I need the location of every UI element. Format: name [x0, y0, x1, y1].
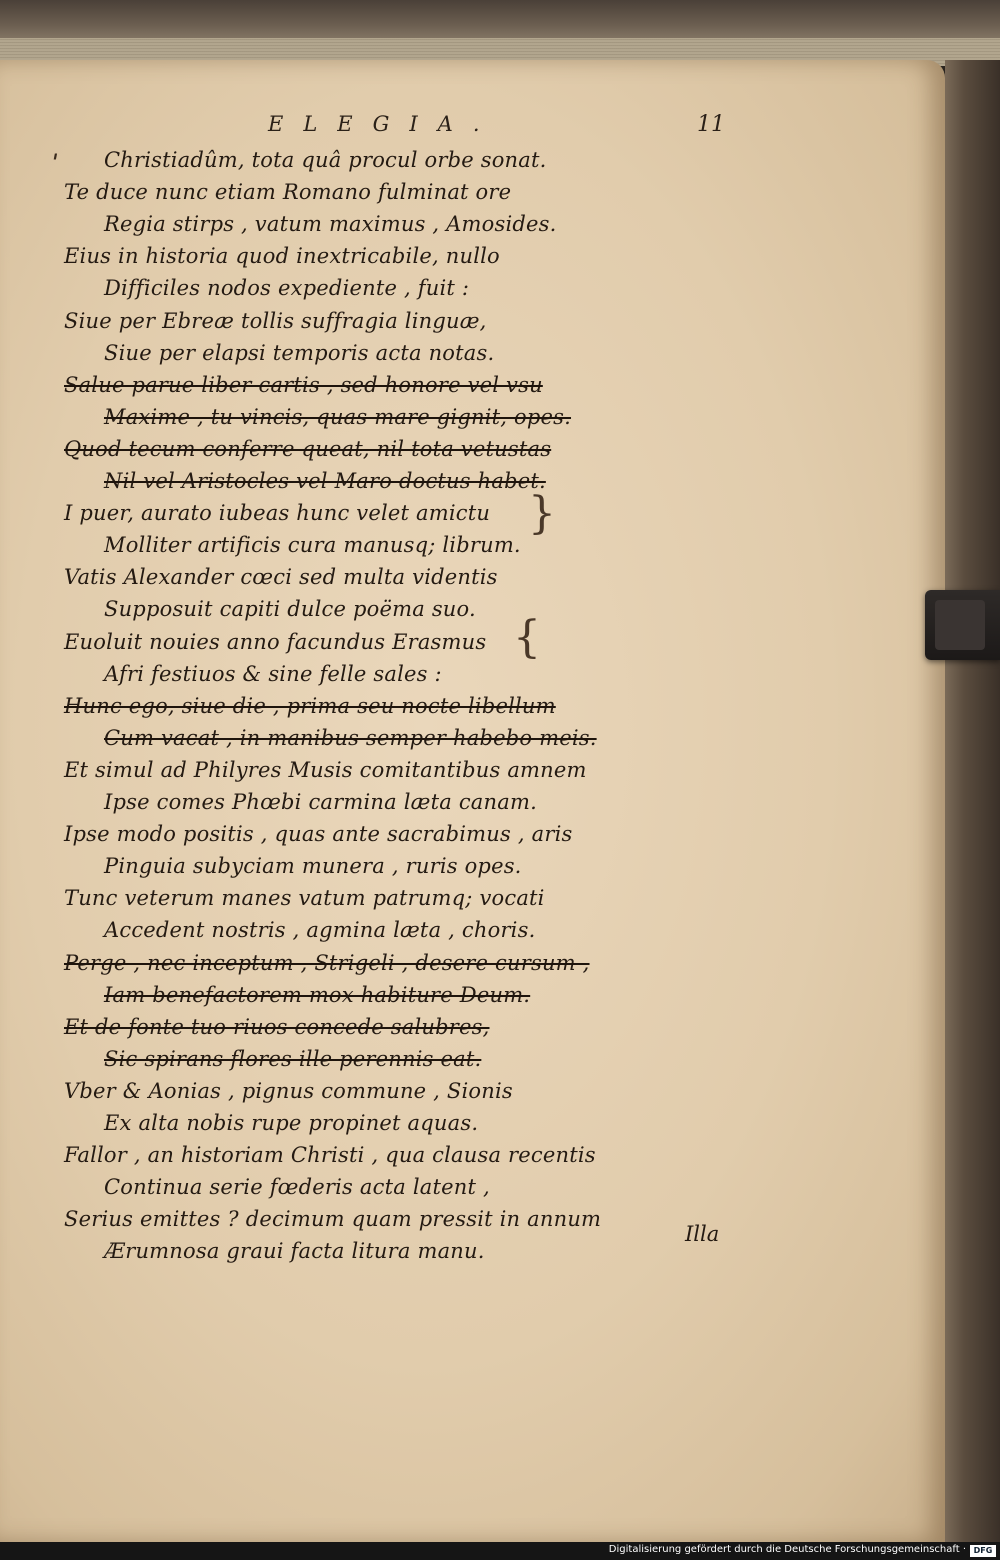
verse-line: Serius emittes ? decimum quam pressit in annum [64, 1207, 602, 1232]
verse-line: Ærumnosa graui facta litura manu. [104, 1239, 485, 1264]
page-edge [945, 60, 1000, 1542]
verse-line: Nil vel Aristocles vel Maro doctus habet. [104, 469, 546, 493]
verse-line: I puer, aurato iubeas hunc velet amictu [64, 501, 491, 526]
verse-line: Te duce nunc etiam Romano fulminat ore [64, 180, 512, 205]
clasp-inner [935, 600, 985, 650]
verse-line: Siue per elapsi temporis acta notas. [104, 340, 495, 365]
verse-line: Fallor , an historiam Christi , qua clausa recentis [64, 1143, 596, 1168]
margin-tick-mark: ˈ [52, 150, 59, 178]
verse-line: Accedent nostris , agmina læta , choris. [104, 918, 536, 943]
running-title: ELEGIA. [268, 112, 500, 136]
verse-line: Et simul ad Philyres Musis comitantibus amnem [64, 757, 587, 782]
footer-credit: Digitalisierung gefördert durch die Deutsche Forschungsgemeinschaft · [608, 1544, 966, 1555]
verse-line: Hunc ego, siue die , prima seu nocte libellum [64, 693, 556, 718]
verse-line: Sic spirans flores ille perennis eat. [104, 1046, 482, 1071]
folio-number: 11 [697, 112, 725, 137]
clasp [925, 590, 1000, 660]
margin-brace-left: { [513, 612, 541, 663]
verse-line: Regia stirps , vatum maximus , Amosides. [104, 212, 557, 237]
verse-line: Afri festiuos & sine felle sales : [104, 661, 442, 686]
verse-line: Vatis Alexander cœci sed multa videntis [64, 565, 498, 590]
verse-line: Christiadûm, tota quâ procul orbe sonat. [104, 148, 547, 172]
verse-line: Et de fonte tuo riuos concede salubres, [64, 1014, 490, 1039]
verse-line: Eius in historia quod inextricabile, nullo [64, 244, 500, 269]
verse-line: Tunc veterum manes vatum patrumq; vocati [64, 886, 545, 911]
verse-line: Perge , nec inceptum , Strigeli , desere cursum , [64, 950, 590, 975]
verse-line: Vber & Aonias , pignus commune , Sionis [64, 1078, 513, 1103]
verse-line: Euoluit nouies anno facundus Erasmus [64, 629, 487, 654]
verse-line: Cum vacat , in manibus semper habebo meis. [104, 725, 597, 750]
verse-line: Iam benefactorem mox habiture Deum. [104, 982, 531, 1007]
verse-line: Siue per Ebreæ tollis suffragia linguæ, [64, 308, 487, 333]
catchword: Illa [685, 1222, 720, 1246]
verse-line: Ex alta nobis rupe propinet aquas. [104, 1111, 479, 1135]
margin-brace-right: } [528, 488, 556, 539]
verse-line: Salue parue liber cartis , sed honore vel vsu [64, 372, 543, 397]
verse-line: Continua serie fœderis acta latent , [104, 1175, 490, 1200]
verse-line: Molliter artificis cura manusq; librum. [104, 533, 521, 558]
dfg-logo: DFG [970, 1545, 996, 1557]
verse-line: Pinguia subyciam munera , ruris opes. [104, 854, 522, 879]
verse-line: Supposuit capiti dulce poëma suo. [104, 597, 476, 622]
verse-line: Ipse modo positis , quas ante sacrabimus , aris [64, 822, 573, 847]
verse-line: Ipse comes Phœbi carmina læta canam. [104, 790, 537, 814]
verse-line: Maxime , tu vincis, quas mare gignit, opes. [104, 404, 572, 429]
verse-line: Quod tecum conferre queat, nil tota vetustas [64, 436, 552, 461]
verse-line: Difficiles nodos expediente , fuit : [104, 276, 470, 301]
